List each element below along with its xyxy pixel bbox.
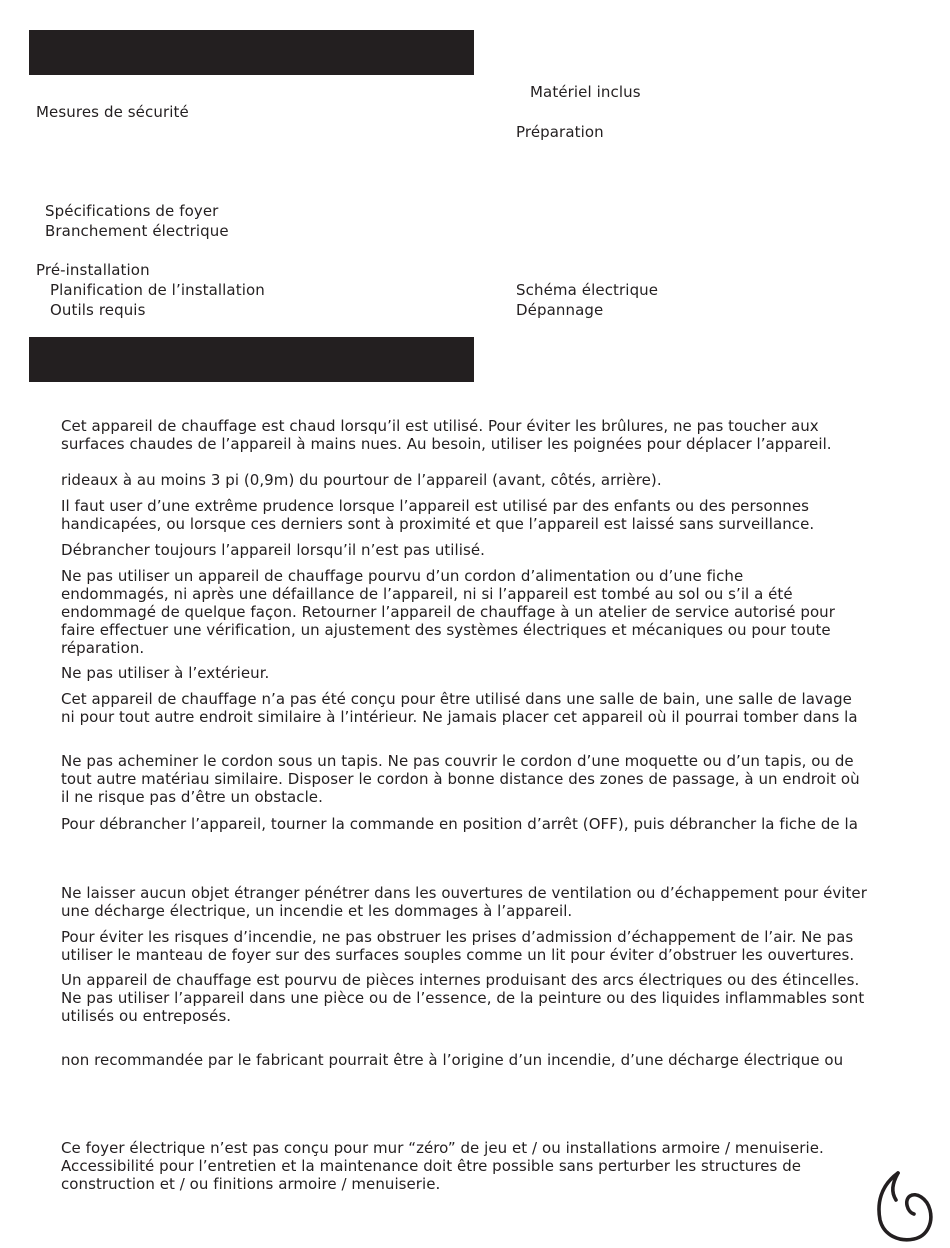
safety-paragraph (61, 884, 941, 920)
safety-paragraph (61, 567, 941, 657)
safety-paragraph (61, 497, 941, 533)
text-line: réparation. (61, 639, 145, 657)
text-line: tout autre matériau similaire. Disposer le cordon à bonne distance des zones de passage, à un endroit où (61, 770, 860, 788)
safety-paragraph (61, 664, 941, 682)
safety-paragraph (61, 417, 941, 453)
text-line: Ce foyer électrique n’est pas conçu pour mur “zéro” de jeu et / ou installations armoire / menuiserie. (61, 1139, 824, 1157)
text-line: Il faut user d’une extrême prudence lorsque l’appareil est utilisé par des enfants ou des personnes (61, 497, 810, 515)
text-line: Pour éviter les risques d’incendie, ne pas obstruer les prises d’admission d’échappement de l’air. Ne pas (61, 928, 854, 946)
text-line: il ne risque pas d’être un obstacle. (61, 788, 323, 806)
safety-paragraph (61, 815, 941, 833)
toc-item-preparation[interactable]: Préparation (516, 123, 604, 141)
text-line: construction et / ou finitions armoire / menuiserie. (61, 1175, 441, 1193)
toc-item-branchement-electrique[interactable]: Branchement électrique (45, 222, 229, 240)
toc-item-materiel-inclus[interactable]: Matériel inclus (530, 83, 641, 101)
text-line: utilisés ou entreposés. (61, 1007, 232, 1025)
text-line: Ne pas acheminer le cordon sous un tapis. Ne pas couvrir le cordon d’une moquette ou d’un tapis, ou de (61, 752, 854, 770)
text-line: rideaux à au moins 3 pi (0,9m) du pourtour de l’appareil (avant, côtés, arrière). (61, 471, 662, 489)
text-line: Débrancher toujours l’appareil lorsqu’il n’est pas utilisé. (61, 541, 485, 559)
toc-item-mesures-de-securite[interactable]: Mesures de sécurité (36, 103, 189, 121)
text-line: une décharge électrique, un incendie et les dommages à l’appareil. (61, 902, 573, 920)
safety-header-bar (29, 337, 474, 382)
text-line: handicapées, ou lorsque ces derniers sont à proximité et que l’appareil est laissé sans surveillance. (61, 515, 815, 533)
safety-paragraph (61, 928, 941, 964)
text-line: faire effectuer une vérification, un ajustement des systèmes électriques et mécaniques ou pour toute (61, 621, 831, 639)
text-line: Pour débrancher l’appareil, tourner la commande en position d’arrêt (OFF), puis débrancher la fiche de la (61, 815, 858, 833)
toc-item-depannage[interactable]: Dépannage (516, 301, 604, 319)
text-line: Cet appareil de chauffage n’a pas été conçu pour être utilisé dans une salle de bain, une salle de lavage (61, 690, 852, 708)
toc-item-specifications-de-foyer[interactable]: Spécifications de foyer (45, 202, 219, 220)
safety-paragraph (61, 1051, 941, 1069)
safety-paragraph (61, 752, 941, 806)
toc-item-outils-requis[interactable]: Outils requis (50, 301, 146, 319)
safety-paragraph (61, 971, 941, 1025)
safety-paragraph (61, 541, 941, 559)
toc-item-planification[interactable]: Planification de l’installation (50, 281, 265, 299)
text-line: Accessibilité pour l’entretien et la maintenance doit être possible sans perturber les structures de (61, 1157, 802, 1175)
toc-item-schema-electrique[interactable]: Schéma électrique (516, 281, 659, 299)
text-line: endommagés, ni après une défaillance de l’appareil, ni si l’appareil est tombé au sol ou s’il a été (61, 585, 793, 603)
safety-paragraph (61, 471, 941, 489)
text-line: Un appareil de chauffage est pourvu de pièces internes produisant des arcs électriques ou des étincelles. (61, 971, 860, 989)
safety-paragraph (61, 1139, 941, 1193)
flame-logo-icon (874, 1170, 934, 1242)
text-line: Ne pas utiliser à l’extérieur. (61, 664, 270, 682)
text-line: Ne pas utiliser un appareil de chauffage pourvu d’un cordon d’alimentation ou d’une fiche (61, 567, 744, 585)
text-line: non recommandée par le fabricant pourrait être à l’origine d’un incendie, d’une décharge électrique ou (61, 1051, 844, 1069)
toc-item-pre-installation[interactable]: Pré-installation (36, 261, 150, 279)
text-line: utiliser le manteau de foyer sur des surfaces souples comme un lit pour éviter d’obstruer les ouvertures. (61, 946, 855, 964)
contents-header-bar (29, 30, 474, 75)
text-line: surfaces chaudes de l’appareil à mains nues. Au besoin, utiliser les poignées pour déplacer l’appareil. (61, 435, 832, 453)
text-line: Ne laisser aucun objet étranger pénétrer dans les ouvertures de ventilation ou d’échappement pour éviter (61, 884, 867, 902)
text-line: Ne pas utiliser l’appareil dans une pièce ou de l’essence, de la peinture ou des liquides inflammables sont (61, 989, 865, 1007)
text-line: endommagé de quelque façon. Retourner l’appareil de chauffage à un atelier de service autorisé pour (61, 603, 835, 621)
text-line: Cet appareil de chauffage est chaud lorsqu’il est utilisé. Pour éviter les brûlures, ne pas toucher aux (61, 417, 819, 435)
text-line: ni pour tout autre endroit similaire à l’intérieur. Ne jamais placer cet appareil où il pourrai tomber dans la (61, 708, 858, 726)
safety-paragraph (61, 690, 941, 726)
